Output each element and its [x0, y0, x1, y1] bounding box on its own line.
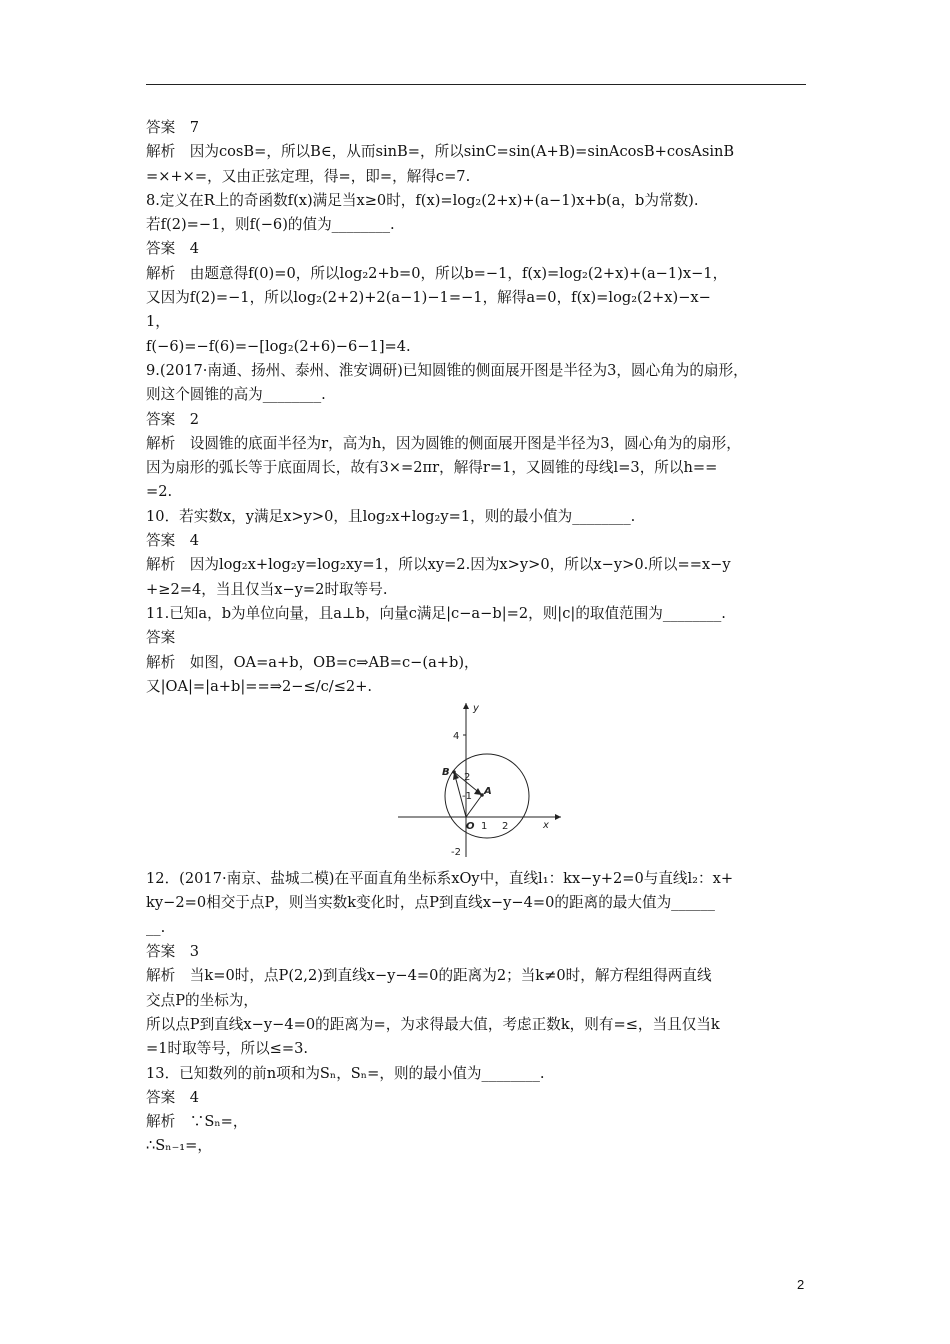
text-line: 10．若实数x，y满足x>y>0，且log₂x+log₂y=1，则的最小值为________. — [146, 507, 636, 525]
text-line: =×+×=，又由正弦定理，得=，即=，解得c=7. — [146, 167, 471, 185]
text-line: 解析 ∵Sₙ=， — [146, 1113, 248, 1131]
text-line: 又因为f(2)=−1，所以log₂(2+2)+2(a−1)−1=−1，解得a=0，f(x)=log₂(2+x)−x− — [146, 289, 711, 307]
y-tick-label-1: -1 — [462, 791, 472, 803]
y-axis-label: y — [473, 703, 479, 715]
text-line: 1， — [146, 313, 170, 331]
header-rule — [146, 84, 806, 85]
text-line: =2. — [146, 483, 173, 501]
text-line: 答案 4 — [146, 240, 200, 258]
document-body — [146, 116, 810, 1159]
page-number: 2 — [797, 1277, 805, 1292]
text-line: 答案 3 — [146, 943, 200, 961]
text-line: 8.定义在R上的奇函数f(x)满足当x≥0时，f(x)=log₂(2+x)+(a−1)x+b(a，b为常数). — [146, 191, 699, 209]
text-line: 交点P的坐标为， — [146, 991, 258, 1009]
text-line: 9.(2017·南通、扬州、泰州、淮安调研)已知圆锥的侧面展开图是半径为3，圆心角为的扇形， — [146, 361, 748, 379]
text-block-before-figure — [146, 116, 810, 699]
text-line: f(−6)=−f(6)=−[log₂(2+6)−6−1]=4. — [146, 337, 411, 355]
x-axis-label: x — [543, 820, 549, 832]
text-line: 12．(2017·南京、盐城二模)在平面直角坐标系xOy中，直线l₁：kx−y+2=0与直线l₂：x+ — [146, 870, 734, 888]
x-tick-label-1: 1 — [481, 821, 488, 833]
coordinate-diagram — [396, 701, 566, 861]
label-A: A — [484, 786, 492, 798]
text-line: 解析 因为cosB=，所以B∈，从而sinB=，所以sinC=sin(A+B)=sinAcosB+cosAsinB — [146, 143, 735, 161]
text-line: 13．已知数列的前n项和为Sₙ，Sₙ=，则的最小值为________. — [146, 1064, 545, 1082]
x-axis-arrow — [555, 814, 561, 820]
text-line: 又|OA|=|a+b|==⇒2−≤/c/≤2+. — [146, 677, 373, 695]
text-line: 解析 当k=0时，点P(2,2)到直线x−y−4=0的距离为2；当k≠0时，解方程组得两直线 — [146, 967, 712, 985]
figure-vector-circle — [146, 701, 810, 861]
text-line: +≥2=4，当且仅当x−y=2时取等号. — [146, 580, 388, 598]
text-line: __. — [146, 918, 166, 936]
text-line: 所以点P到直线x−y−4=0的距离为=，为求得最大值，考虑正数k，则有=≤，当且仅当k — [146, 1015, 720, 1033]
y-axis-arrow — [463, 703, 469, 709]
text-line: 答案 — [146, 629, 176, 647]
point-B — [452, 770, 456, 774]
text-line: =1时取等号，所以≤=3. — [146, 1040, 309, 1058]
text-block-after-figure — [146, 867, 810, 1159]
text-line: 若f(2)=−1，则f(−6)的值为________. — [146, 216, 395, 234]
text-line: 则这个圆锥的高为________. — [146, 386, 326, 404]
y-tick-label-neg2: -2 — [451, 847, 461, 859]
text-line: 解析 如图，OA=a+b，OB=c⇒AB=c−(a+b)， — [146, 653, 479, 671]
x-tick-label-2: 2 — [502, 821, 509, 833]
text-line: 答案 4 — [146, 532, 200, 550]
label-O: O — [466, 821, 475, 833]
y-tick-label-4: 4 — [453, 731, 460, 743]
text-line: 解析 设圆锥的底面半径为r，高为h，因为圆锥的侧面展开图是半径为3，圆心角为的扇形， — [146, 434, 741, 452]
text-line: ky−2=0相交于点P，则当实数k变化时，点P到直线x−y−4=0的距离的最大值为______ — [146, 894, 715, 912]
text-line: 解析 由题意得f(0)=0，所以log₂2+b=0，所以b=−1，f(x)=log₂(2+x)+(a−1)x−1， — [146, 264, 728, 282]
label-B: B — [442, 767, 450, 779]
text-line: ∴Sₙ₋₁=， — [146, 1137, 212, 1155]
text-line: 答案 4 — [146, 1088, 200, 1106]
text-line: 11.已知a，b为单位向量，且a⊥b，向量c满足|c−a−b|=2，则|c|的取值范围为________. — [146, 604, 726, 622]
text-line: 答案 7 — [146, 119, 200, 136]
text-line: 答案 2 — [146, 410, 200, 428]
text-line: 解析 因为log₂x+log₂y=log₂xy=1，所以xy=2.因为x>y>0，所以x−y>0.所以==x−y — [146, 556, 731, 574]
text-line: 因为扇形的弧长等于底面周长，故有3×=2πr，解得r=1，又圆锥的母线l=3，所以h== — [146, 459, 718, 477]
y-tick-label-2: 2 — [464, 772, 471, 784]
